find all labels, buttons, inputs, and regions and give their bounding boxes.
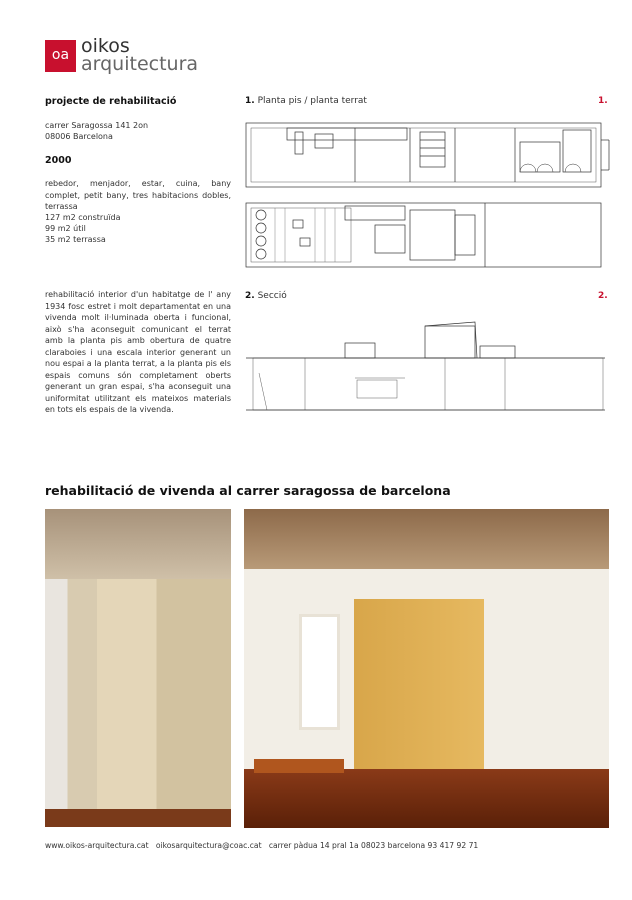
section-drawing: [245, 318, 611, 418]
logo-text-oikos: oikos: [81, 35, 130, 57]
logo-mark: oa: [45, 40, 76, 72]
project-description: rehabilitació interior d'un habitatge de l' any 1934 fosc estret i molt departamentat en una vivenda molt il·luminada oberta i funcional, això s'ha aconseguit comunicant el terrat amb la planta pis amb obertura de quatre claraboies i una escala interior generant un nou espai a la planta terrat, a la planta pis els espais comuns són completament oberts generant un gran espai, s'ha aconseguit una uniformitat utilitzant els mateixos materials en tots els espais de la vivenda.: [45, 290, 231, 414]
project-type: projecte de rehabilitació: [45, 96, 177, 107]
footer-address: carrer pàdua 14 pral 1a 08023 barcelona 93 417 92 71: [268, 841, 479, 850]
photo-kitchen-dining: [244, 509, 609, 828]
plan-number: 1.: [245, 96, 255, 106]
built-area: 127 m2 construïda: [45, 213, 121, 222]
section-heading: [245, 291, 287, 301]
project-year: 2000: [45, 155, 72, 166]
plan-tag: 1.: [598, 96, 608, 106]
section-title: Secció: [257, 291, 287, 301]
headline: rehabilitació de vivenda al carrer saragossa de barcelona: [45, 483, 451, 498]
floor-plan-drawing: [245, 120, 611, 270]
plan-title: Planta pis / planta terrat: [257, 96, 367, 106]
plan-heading: [245, 96, 367, 106]
footer: [45, 841, 478, 850]
address-line2: 08006 Barcelona: [45, 132, 113, 141]
program: rebedor, menjador, estar, cuina, bany complet, petit bany, tres habitacions dobles, terrassa: [45, 179, 231, 211]
footer-website[interactable]: www.oikos-arquitectura.cat: [45, 841, 149, 850]
address-line1: carrer Saragossa 141 2on: [45, 121, 149, 130]
footer-email[interactable]: oikosarquitectura@coac.cat: [155, 841, 262, 850]
terrace-area: 35 m2 terrassa: [45, 235, 106, 244]
useful-area: 99 m2 útil: [45, 224, 86, 233]
logo-text-arquitectura: arquitectura: [81, 53, 199, 75]
section-number: 2.: [245, 291, 255, 301]
photo-cabinet-corridor: [45, 509, 231, 827]
section-tag: 2.: [598, 291, 608, 301]
